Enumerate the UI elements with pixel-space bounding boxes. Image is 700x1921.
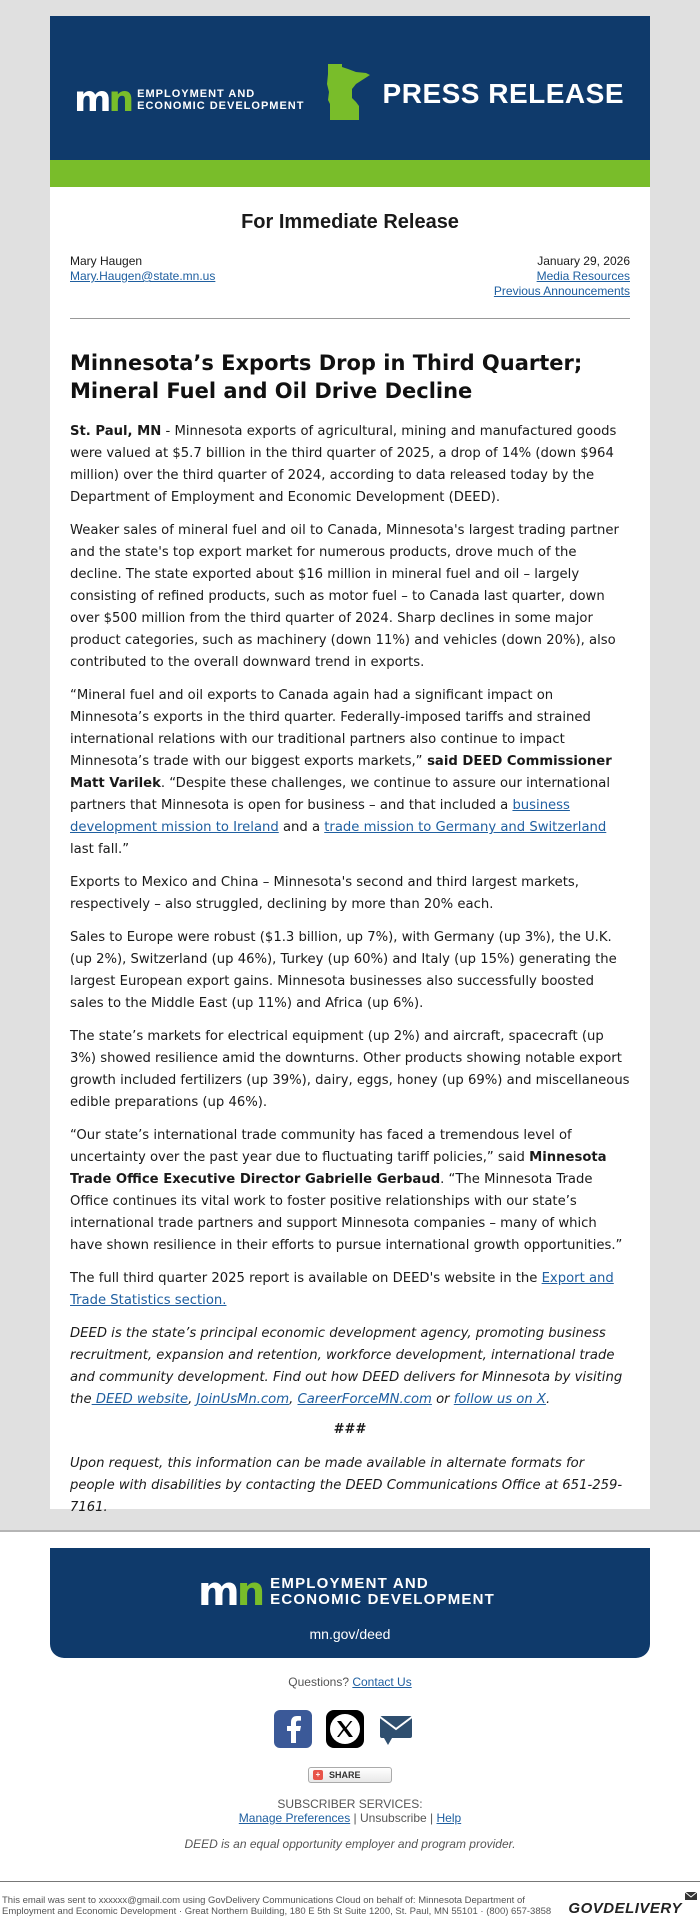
govdelivery-envelope-icon: [684, 1890, 698, 1902]
release-date: January 29, 2026: [537, 254, 630, 268]
pipe-separator: |: [426, 1811, 437, 1825]
paragraph-7-quote: “Our state’s international trade community has faced a tremendous level of uncertainty over the past year due to fluctuating tariff policies,” said: [70, 1128, 572, 1165]
help-link[interactable]: Help: [436, 1811, 462, 1825]
paragraph-3-text: . “Despite these challenges, we continue to assure our international partners that Minnesota is open for business – and that included a: [70, 776, 611, 813]
paragraph-3: [70, 685, 630, 861]
press-release-card: [50, 16, 650, 1515]
about-deed-paragraph: [70, 1323, 630, 1411]
paragraph-3-end: last fall.”: [70, 842, 130, 857]
paragraph-2: Weaker sales of mineral fuel and oil to Canada, Minnesota's largest trading partner and the state's top export market for numerous products, drove much of the decline. The state exported about $16 million in mineral fuel and oil – largely consisting of refined products, such as motor fuel – to Canada last quarter, down over $500 million from the third quarter of 2024. Sharp declines in some major product categories, such as machinery (down 11%) and vehicles (down 20%), also contributed to the overall downward trend in exports.: [70, 523, 619, 670]
period: .: [545, 1392, 551, 1407]
commissioner-attribution: said DEED Commissioner Matt Varilek: [70, 754, 612, 791]
paragraph-6: The state’s markets for electrical equipment (up 2%) and aircraft, spacecraft (up 3%) showed resilience amid the downturns. Other products showing notable export growth included fertilizers (up 39%), dairy, eggs, honey (up 69%) and miscellaneous edible preparations (up 46%).: [70, 1029, 630, 1110]
paragraph-8: [70, 1268, 630, 1312]
follow-on-x-link[interactable]: follow us on X: [453, 1392, 546, 1407]
questions-label: Questions?: [288, 1675, 353, 1689]
paragraph-3-quote: “Mineral fuel and oil exports to Canada again had a significant impact on Minnesota’s exports in the third quarter. Federally-imposed tariffs and strained international relations with our traditional partners also continue to impact Minnesota’s trade with our biggest exports markets,”: [70, 688, 591, 769]
bottom-divider: [0, 1881, 700, 1882]
email-share-icon[interactable]: [378, 1710, 416, 1748]
headline: Minnesota’s Exports Drop in Third Quarter; Mineral Fuel and Oil Drive Decline: [70, 351, 583, 403]
director-attribution: Minnesota Trade Office Executive Director Gabrielle Gerbaud: [70, 1150, 607, 1187]
contact-us-link[interactable]: Contact Us: [352, 1675, 412, 1689]
subscriber-links: [0, 1811, 700, 1825]
separator-comma: ,: [188, 1392, 197, 1407]
contact-email-link[interactable]: Mary.Haugen@state.mn.us: [70, 269, 216, 283]
share-button[interactable]: [308, 1767, 392, 1783]
germany-switzerland-mission-link[interactable]: trade mission to Germany and Switzerland: [324, 820, 607, 835]
share-label: SHARE: [329, 1770, 361, 1780]
paragraph-8-text: The full third quarter 2025 report is available on DEED's website in the: [70, 1271, 542, 1286]
contact-row: [70, 254, 630, 299]
paragraph-7-text: . “The Minnesota Trade Office continues its vital work to foster positive relationships with our state’s international trade partners and support Minnesota companies – many of which have shown resilience in their efforts to pursue international growth opportunities.”: [70, 1172, 623, 1253]
paragraph-4: Exports to Mexico and China – Minnesota's second and third largest markets, respectively – also struggled, declining by more than 20% each.: [70, 875, 579, 912]
questions-line: [0, 1675, 700, 1689]
footer-deed-logo: mn EMPLOYMENT AND ECONOMIC DEVELOPMENT: [198, 1569, 496, 1615]
media-resources-link[interactable]: Media Resources: [536, 269, 630, 283]
header-banner: [50, 16, 650, 160]
previous-announcements-link[interactable]: Previous Announcements: [493, 284, 630, 298]
ireland-mission-link[interactable]: business development mission to Ireland: [70, 798, 570, 835]
paragraph-1-text: - Minnesota exports of agricultural, mining and manufactured goods were valued at $5.7 billion in the third quarter of 2025, a drop of 14% (down $964 million) over the third quarter of 2024, according to data released today by the Department of Employment and Economic Development (DEED).: [70, 424, 617, 505]
facebook-icon[interactable]: [274, 1710, 312, 1748]
eeo-statement: DEED is an equal opportunity employer and program provider.: [184, 1837, 516, 1851]
paragraph-7: [70, 1125, 630, 1257]
release-title: For Immediate Release: [241, 211, 459, 233]
press-release-label: PRESS RELEASE: [382, 78, 624, 109]
govdelivery-logo[interactable]: GOVDELIVERY: [568, 1900, 682, 1917]
footer-logo-box: [50, 1548, 650, 1658]
paragraph-5: Sales to Europe were robust ($1.3 billion, up 7%), with Germany (up 3%), the U.K. (up 2%), Switzerland (up 46%), Turkey (up 60%) and Italy (up 15%) generating the largest European export gains. Minnesota businesses also successfully boosted sales to the Middle East (up 11%) and Africa (up 6%).: [70, 930, 617, 1011]
paragraph-1: [70, 421, 630, 509]
agency-name-line1: EMPLOYMENT AND: [137, 88, 256, 100]
unsubscribe-link[interactable]: Unsubscribe: [360, 1811, 427, 1825]
contact-name: Mary Haugen: [70, 254, 143, 268]
paragraph-3-and: and a: [278, 820, 325, 835]
plus-icon: +: [313, 1770, 323, 1780]
release-content: [50, 187, 650, 1519]
divider: [70, 318, 630, 319]
x-icon[interactable]: [326, 1710, 364, 1748]
pipe-separator: |: [350, 1811, 360, 1825]
sent-notice: This email was sent to xxxxxx@gmail.com using GovDelivery Communications Cloud on behalf of: Minnesota Department of Employment and Economic Development · Great Northern Building, 180 E 5th St Suite 1200, St. Paul, MN 55101 · (800) 657-3858: [2, 1895, 552, 1917]
joinusmn-link[interactable]: JoinUsMn.com: [196, 1392, 290, 1407]
social-links: [274, 1710, 416, 1748]
careerforcemn-link[interactable]: CareerForceMN.com: [297, 1392, 432, 1407]
accessibility-notice: Upon request, this information can be made available in alternate formats for people with disabilities by contacting the DEED Communications Office at 651-259-7161.: [70, 1456, 623, 1515]
footer-site-url: mn.gov/deed: [309, 1626, 391, 1642]
separator-comma: ,: [289, 1392, 298, 1407]
green-accent-strip: [50, 160, 650, 187]
separator-or: or: [431, 1392, 454, 1407]
deed-website-link[interactable]: DEED website: [91, 1392, 189, 1407]
footer-agency-line1: EMPLOYMENT AND: [270, 1575, 429, 1592]
subscriber-services-title: SUBSCRIBER SERVICES:: [277, 1797, 423, 1811]
footer-agency-line2: ECONOMIC DEVELOPMENT: [270, 1591, 496, 1608]
agency-name-line2: ECONOMIC DEVELOPMENT: [137, 100, 305, 112]
end-marker: ###: [333, 1422, 367, 1437]
export-statistics-link[interactable]: Export and Trade Statistics section.: [70, 1271, 614, 1308]
about-deed-text: DEED is the state’s principal economic development agency, promoting business recruitment, expansion and retention, workforce development, international trade and community development. Find out how DEED delivers for Minnesota by visiting the: [70, 1326, 623, 1407]
dateline: St. Paul, MN: [70, 424, 162, 439]
minnesota-map-icon: [326, 64, 372, 120]
deed-logo: mn EMPLOYMENT AND ECONOMIC DEVELOPMENT: [74, 79, 305, 120]
manage-preferences-link[interactable]: Manage Preferences: [238, 1811, 351, 1825]
